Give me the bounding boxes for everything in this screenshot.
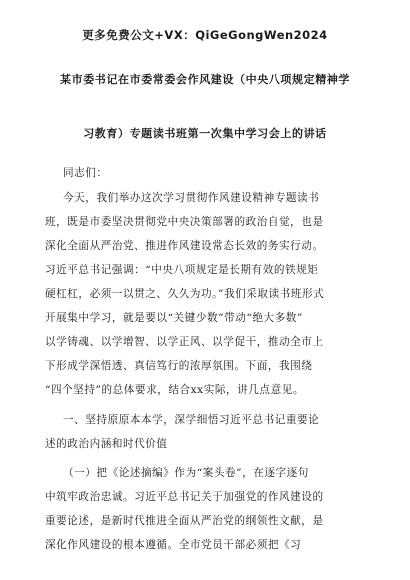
body-line: 深化作风建设的根本遵循。全市党员干部必须把《习 (45, 539, 302, 551)
body-line: “四个坚持”的总体要求，结合xx实际，讲几点意见。 (45, 384, 304, 396)
body-line: 下形成学深悟透、真信笃行的浓厚氛围。下面，我围绕 (45, 360, 313, 372)
body-line: 今天，我们举办这次学习贯彻作风建设精神专题读书 (63, 192, 320, 204)
body-line: 深化全面从严治党、推进作风建设常态长效的务实行动。 (45, 240, 324, 252)
body-line: 开展集中学习，就是要以“关键少数”带动“绝大多数” (45, 312, 303, 324)
document-title-line-2: 习教育）专题读书班第一次集中学习会上的讲话 (83, 127, 327, 140)
body-line: 班，既是市委坚决贯彻党中央决策部署的政治自觉，也是 (45, 216, 324, 228)
document-title-line-1: 某市委书记在市委常委会作风建设（中央八项规定精神学 (60, 73, 350, 86)
subsection-line: （一）把《论述摘编》作为“案头卷”，在逐字逐句 (63, 467, 309, 479)
salutation: 同志们： (63, 167, 108, 179)
body-line: 重要论述，是新时代推进全面从严治党的纲领性文献，是 (45, 515, 324, 527)
section-heading: 一、坚持原原本本学，深学细悟习近平总书记重要论 (63, 414, 320, 426)
section-heading-cont: 述的政治内涵和时代价值 (45, 438, 168, 450)
body-line: 硬杠杠，必须一以贯之、久久为功。”我们采取读书班形式 (45, 288, 325, 300)
body-line: 习近平总书记强调：“中央八项规定是长期有效的铁规矩 (45, 264, 319, 276)
body-line: 中筑牢政治忠诚。习近平总书记关于加强党的作风建设的 (45, 491, 324, 503)
header-watermark: 更多免费公文+VX：QiGeGongWen2024 (82, 28, 328, 42)
body-line: 以学铸魂、以学增智、以学正风、以学促干，推动全市上 (45, 336, 324, 348)
